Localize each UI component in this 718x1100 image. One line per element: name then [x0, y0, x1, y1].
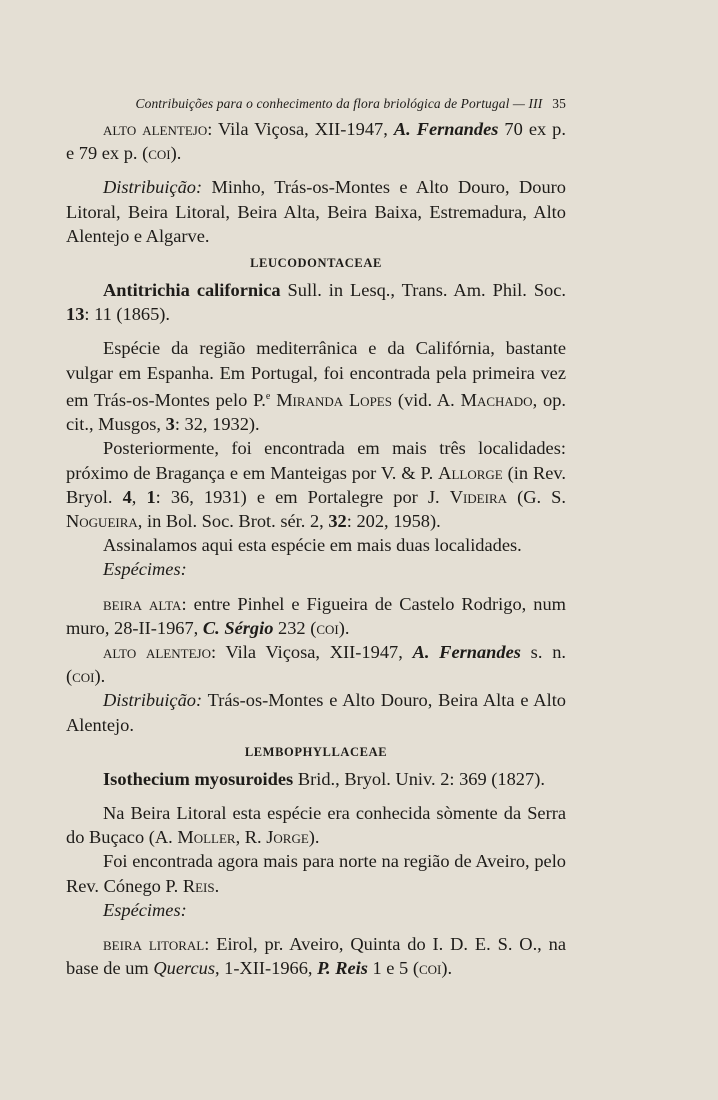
author-name: Miranda Lopes	[276, 389, 392, 410]
locality: beira alta:	[103, 593, 187, 614]
citation-rest: : 369 (1827).	[449, 768, 545, 789]
author-name: Machado	[460, 389, 533, 410]
volume: 32	[328, 510, 347, 531]
text: .	[214, 875, 220, 896]
text: (G. S.	[507, 486, 566, 507]
text: 1 e 5 (	[367, 958, 419, 979]
species-entry	[66, 278, 566, 326]
species-name: Antitrichia californica	[103, 280, 281, 301]
text: 70 ex p. e 79 ex p. (	[66, 119, 566, 164]
distribution-label: Distribuição:	[103, 177, 203, 198]
text: (in Rev. Bryol.	[66, 462, 566, 507]
herbarium: coi	[148, 143, 171, 164]
text: , op. cit., Musgos,	[66, 389, 566, 435]
author-name: Allorge	[438, 462, 503, 483]
genus: Quercus	[153, 958, 215, 979]
locality: alto alentejo:	[103, 641, 217, 662]
specimens-label: Espécimes:	[103, 559, 187, 580]
text: (vid. A.	[391, 389, 461, 410]
distribution-text: Trás-os-Montes e Alto Douro, Beira Alta e Alto Alentejo.	[66, 690, 566, 735]
family-heading: LEMBOPHYLLACEAE	[244, 744, 388, 759]
text: Posteriormente, foi encontrada em mais três localidades: próximo de Bragança e em Manteigas por V. & P.	[66, 438, 566, 483]
distribution-paragraph	[66, 175, 566, 248]
author-name: Jorge	[266, 827, 309, 848]
volume: 4	[122, 486, 132, 507]
body-paragraph	[66, 336, 566, 436]
page-number: 35	[552, 96, 566, 111]
species-entry	[66, 767, 566, 791]
text: , in Bol. Soc. Brot. sér. 2,	[137, 510, 329, 531]
text: ).	[308, 827, 320, 848]
running-head	[66, 94, 566, 114]
text: ).	[94, 666, 106, 687]
family-heading: LEUCODONTACEAE	[250, 256, 382, 271]
body-paragraph: Assinalamos aqui esta espécie em mais duas localidades.	[103, 535, 522, 556]
specimen-entry	[66, 592, 566, 640]
text: ).	[338, 617, 350, 638]
volume: 1	[146, 486, 156, 507]
page-content	[66, 94, 566, 980]
locality: alto alentejo:	[103, 119, 213, 139]
text: Vila Viçosa, XII-1947,	[216, 641, 413, 662]
distribution-label: Distribuição:	[103, 690, 203, 711]
superscript: e	[265, 390, 271, 402]
collector: A. Fernandes	[393, 119, 499, 139]
text: : 32, 1932).	[174, 414, 260, 435]
body-paragraph	[66, 801, 566, 849]
text: : 36, 1931) e em Portalegre por J.	[155, 486, 450, 507]
herbarium: coi	[316, 617, 339, 638]
distribution-text: Minho, Trás-os-Montes e Alto Douro, Douro Litoral, Beira Litoral, Beira Alta, Beira Baixa, Estremadura, Alto Alentejo e Algarve.	[66, 177, 566, 246]
locality: beira litoral:	[103, 934, 210, 955]
text: Na Beira Litoral esta espécie era conhecida sòmente da Serra do Buçaco (A.	[66, 803, 566, 848]
herbarium: coi	[72, 666, 95, 687]
text: ).	[441, 958, 453, 979]
author-name: Nogueira	[66, 510, 138, 531]
author-name: Moller	[177, 827, 236, 848]
text: entre Pinhel e Figueira de Castelo Rodrigo, num muro, 28-II-1967,	[66, 593, 566, 638]
text: ).	[170, 143, 182, 164]
citation-rest: : 11 (1865).	[84, 304, 171, 325]
collector: P. Reis	[317, 958, 368, 979]
volume: 2	[440, 768, 450, 789]
citation: Sull. in Lesq., Trans. Am. Phil. Soc.	[280, 280, 566, 301]
text: , 1-XII-1966,	[214, 958, 318, 979]
species-name: Isothecium myosuroides	[103, 768, 294, 789]
text: Foi encontrada agora mais para norte na região de Aveiro, pelo Rev. Cónego P.	[66, 851, 566, 896]
author-name: Videira	[449, 486, 508, 507]
text: : 202, 1958).	[346, 510, 441, 531]
text: Eirol, pr. Aveiro, Quinta do I. D. E. S. O., na base de um	[66, 934, 566, 979]
running-head-title: Contribuições para o conhecimento da flora briológica de Portugal — III	[135, 96, 543, 111]
body-paragraph	[66, 849, 566, 897]
specimens-label: Espécimes:	[103, 899, 187, 920]
specimen-entry	[66, 932, 566, 980]
body-paragraph	[66, 436, 566, 533]
volume: 13	[66, 304, 85, 325]
distribution-paragraph	[66, 688, 566, 736]
herbarium: coi	[418, 958, 442, 979]
collector: A. Fernandes	[412, 641, 521, 662]
text: s. n. (	[66, 641, 566, 687]
text: Vila Viçosa, XII-1947,	[212, 119, 394, 139]
specimen-entry	[66, 640, 566, 688]
text: Espécie da região mediterrânica e da Califórnia, bastante vulgar em Espanha. Em Portugal, foi encontrada pela primeira vez em Trás-os-Montes pelo P.	[66, 338, 566, 410]
text: 232 (	[273, 617, 317, 638]
specimen-entry	[66, 117, 566, 165]
volume: 3	[165, 414, 175, 435]
citation: Brid., Bryol. Univ.	[293, 768, 441, 789]
collector: C. Sérgio	[202, 617, 274, 638]
text: , R.	[235, 827, 267, 848]
text: ,	[131, 486, 147, 507]
author-name: Reis	[182, 875, 215, 896]
